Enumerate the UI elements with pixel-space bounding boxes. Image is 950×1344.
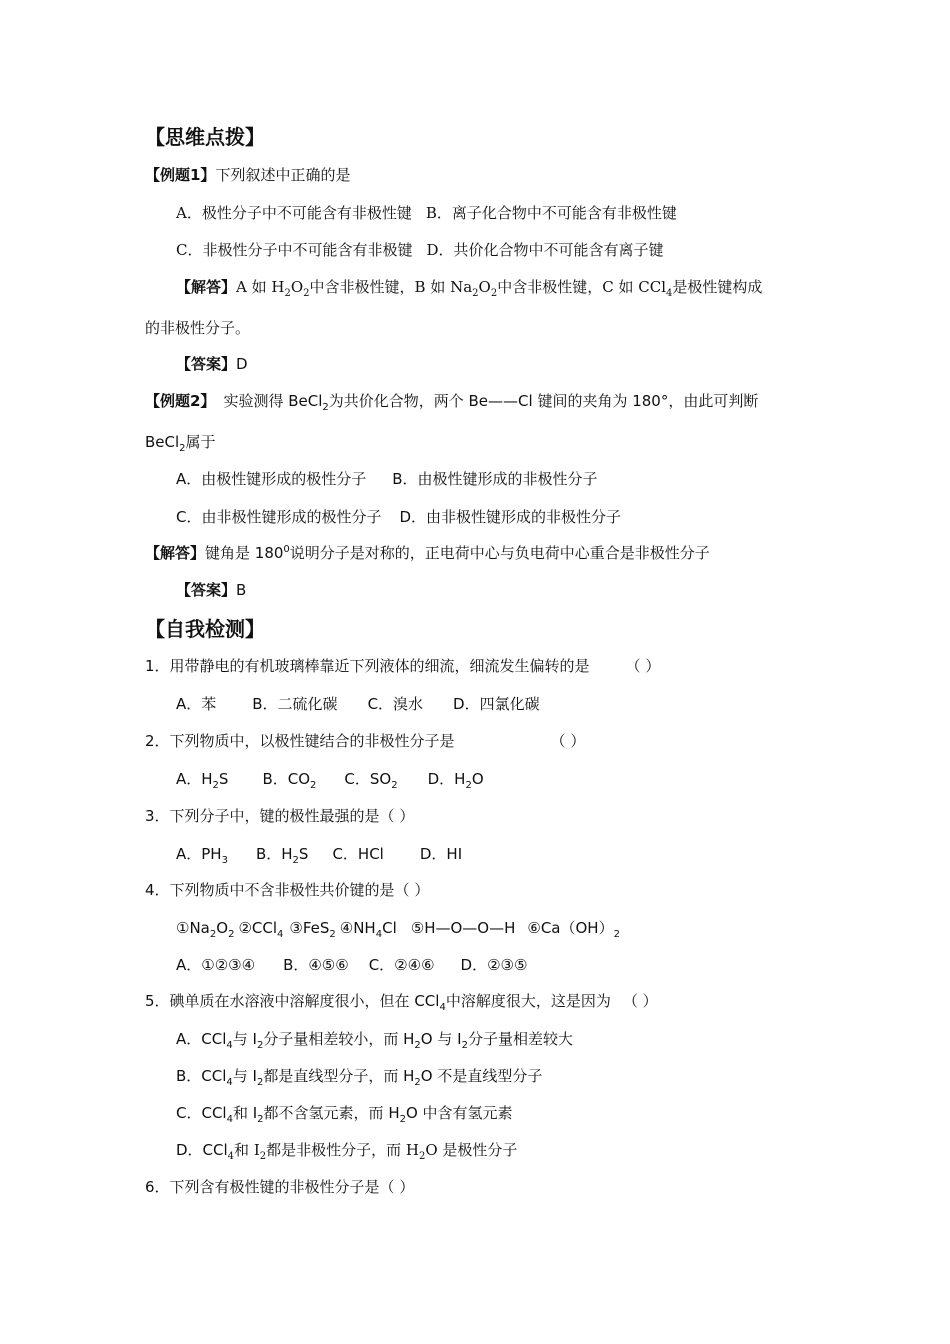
option-text: 与 I xyxy=(232,1067,257,1085)
subscript-o: O xyxy=(478,278,491,296)
option-text: C．CCl xyxy=(176,1104,227,1122)
example2-question-cont xyxy=(145,432,216,452)
q4-question: 4．下列物质中不含非极性共价键的是（ ） xyxy=(145,881,430,899)
subscript: 2 xyxy=(613,929,620,940)
subscript: 2 xyxy=(256,1040,264,1051)
q2-option-a: A．H xyxy=(176,770,213,788)
option-text: B．CCl xyxy=(176,1067,227,1085)
q4-item-2: ②CCl xyxy=(238,919,277,937)
q1-option-a: A．苯 xyxy=(176,695,217,713)
option-text: O 中含有氢元素 xyxy=(405,1104,513,1122)
subscript: 4 xyxy=(277,929,284,940)
example2-answer-label: 【答案】 xyxy=(176,581,237,599)
solution-text: 说明分子是对称的，正电荷中心与负电荷中心重合是非极性分子 xyxy=(289,544,710,562)
example2-options-cd xyxy=(176,507,621,527)
q4-item-1-tail: O xyxy=(216,919,229,937)
q5-question xyxy=(145,991,658,1011)
answer-blank: （ ） xyxy=(550,732,586,750)
example1-solution-cont: 的非极性分子。 xyxy=(145,319,251,337)
q2-option-c: C．SO xyxy=(344,770,392,788)
option-text: 都是非极性分子，而 H xyxy=(266,1141,419,1159)
subscript: 4 xyxy=(375,929,383,940)
subscript-o: O xyxy=(290,278,304,296)
answer-blank: （ ） xyxy=(622,992,658,1010)
subscript: 2 xyxy=(414,1040,421,1051)
subscript: 2 xyxy=(322,402,329,413)
q4-options xyxy=(176,955,527,975)
subscript: 2 xyxy=(391,780,398,791)
question-text: 实验测得 BeCl xyxy=(223,392,323,410)
example1-answer-label: 【答案】 xyxy=(176,355,237,373)
example1-solution xyxy=(176,277,762,297)
subscript: 2 xyxy=(257,1114,264,1125)
example1-text: 下列叙述中正确的是 xyxy=(215,166,351,184)
subscript: 2 xyxy=(418,1151,426,1162)
example1-answer-value: D xyxy=(236,355,248,373)
solution-text: 中含非极性键，C 如 CCl xyxy=(497,278,666,296)
example2-answer-value: B xyxy=(236,581,247,599)
question-text: 中溶解度很大，这是因为 xyxy=(445,992,611,1010)
q3-option-b: B．H xyxy=(255,845,293,863)
question-text: 5．碘单质在水溶液中溶解度很小，但在 CCl xyxy=(145,992,440,1010)
q2-options xyxy=(176,769,484,789)
option-text: O 是极性分子 xyxy=(425,1141,518,1159)
subscript: 2 xyxy=(228,929,235,940)
example2-options-ab xyxy=(176,469,598,489)
q2-option-d: D．H xyxy=(427,770,466,788)
subscript: 2 xyxy=(414,1077,421,1088)
q2-option-b: B．CO xyxy=(262,770,311,788)
section-heading-selftest: 【自我检测】 xyxy=(145,617,265,641)
subscript: 2 xyxy=(303,288,310,299)
q4-item-6: ⑥Ca（OH） xyxy=(527,919,614,937)
example1-option-a: A．极性分子中不可能含有非极性键 xyxy=(176,204,412,222)
q3-option-a: A．PH xyxy=(176,845,222,863)
example2-answer xyxy=(176,580,246,600)
q4-item-5: ⑤H—O—O—H xyxy=(410,919,516,937)
option-tail: S xyxy=(218,770,229,788)
q5-option-d xyxy=(176,1140,517,1160)
subscript: 2 xyxy=(472,288,479,299)
question-text: 属于 xyxy=(185,433,216,451)
q4-item-3: ③FeS xyxy=(289,919,330,937)
solution-text: 键角是 180 xyxy=(205,544,284,562)
question-text: 为共价化合物，两个 Be——Cl 键间的夹角为 180°，由此可判断 xyxy=(328,392,759,410)
subscript: 2 xyxy=(399,1114,406,1125)
q4-item-1: ①Na xyxy=(176,919,210,937)
section-heading-thinking: 【思维点拨】 xyxy=(145,125,265,149)
q6-question: 6．下列含有极性键的非极性分子是（ ） xyxy=(145,1178,415,1196)
subscript: 2 xyxy=(212,780,219,791)
q4-option-b: B．④⑤⑥ xyxy=(283,956,349,974)
subscript: 2 xyxy=(284,288,291,299)
option-text: 都是直线型分子，而 H xyxy=(263,1067,415,1085)
q3-option-d: D．HI xyxy=(419,845,463,863)
q4-item-4-tail: Cl xyxy=(382,919,397,937)
q1-option-c: C．溴水 xyxy=(367,695,424,713)
option-text: 和 I xyxy=(232,1104,258,1122)
subscript: 3 xyxy=(221,855,228,866)
example2-solution xyxy=(145,543,710,563)
q4-item-4: ④NH xyxy=(339,919,376,937)
q1-option-b: B．二硫化碳 xyxy=(252,695,338,713)
example1-label: 【例题1】 xyxy=(145,166,216,184)
option-text: O 与 I xyxy=(420,1030,462,1048)
example1-answer xyxy=(176,354,248,374)
example1-solution-label: 【解答】 xyxy=(176,278,237,296)
example1-question xyxy=(145,165,350,185)
subscript: 4 xyxy=(226,1077,233,1088)
question-text: 1．用带静电的有机玻璃棒靠近下列液体的细流，细流发生偏转的是 xyxy=(145,657,590,675)
q1-options xyxy=(176,694,540,714)
subscript: 2 xyxy=(259,1151,267,1162)
option-text: 都不含氢元素，而 H xyxy=(263,1104,400,1122)
option-text: 分子量相差较大 xyxy=(467,1030,573,1048)
solution-text: 中含非极性键，B 如 Na xyxy=(309,278,473,296)
superscript: 0 xyxy=(283,544,290,555)
option-tail: O xyxy=(471,770,484,788)
subscript: 4 xyxy=(226,1040,233,1051)
q4-option-c: C．②④⑥ xyxy=(368,956,435,974)
option-text: D．CCl xyxy=(176,1141,228,1159)
example1-option-c: C．非极性分子中不可能含有非极键 xyxy=(176,241,413,259)
example1-option-b: B．离子化合物中不可能含有非极性键 xyxy=(425,204,677,222)
q5-option-b xyxy=(176,1066,542,1086)
subscript: 2 xyxy=(310,780,317,791)
question-text: BeCl xyxy=(145,433,180,451)
solution-text: A 如 H xyxy=(236,278,285,296)
option-text: 与 I xyxy=(232,1030,257,1048)
subscript: 2 xyxy=(465,780,472,791)
subscript: 2 xyxy=(329,929,336,940)
subscript: 2 xyxy=(292,855,299,866)
example2-solution-label: 【解答】 xyxy=(145,544,206,562)
q1-option-d: D．四氯化碳 xyxy=(453,695,540,713)
subscript: 2 xyxy=(490,288,498,299)
q1-question xyxy=(145,656,660,676)
answer-blank: （ ） xyxy=(625,657,661,675)
example2-label: 【例题2】 xyxy=(145,392,216,410)
q4-items xyxy=(176,918,620,938)
example2-option-b: B．由极性键形成的非极性分子 xyxy=(392,470,598,488)
option-text: 分子量相差较小，而 H xyxy=(263,1030,415,1048)
q4-option-d: D．②③⑤ xyxy=(460,956,528,974)
example2-question xyxy=(145,391,758,411)
subscript: 2 xyxy=(179,443,186,454)
subscript: 2 xyxy=(256,1077,264,1088)
subscript: 4 xyxy=(227,1151,235,1162)
option-text: A．CCl xyxy=(176,1030,227,1048)
q5-option-a xyxy=(176,1029,573,1049)
subscript: 4 xyxy=(226,1114,233,1125)
example1-options-cd xyxy=(176,240,664,260)
example2-option-d: D．由非极性键形成的非极性分子 xyxy=(399,508,622,526)
example1-options-ab xyxy=(176,203,677,223)
example2-option-a: A．由极性键形成的极性分子 xyxy=(176,470,367,488)
subscript: 4 xyxy=(666,288,673,299)
option-text: O 不是直线型分子 xyxy=(420,1067,543,1085)
solution-text: 是极性键构成 xyxy=(672,278,763,296)
option-tail: S xyxy=(298,845,309,863)
subscript: 4 xyxy=(439,1002,446,1013)
q2-question xyxy=(145,731,585,751)
question-text: 2．下列物质中，以极性键结合的非极性分子是 xyxy=(145,732,455,750)
subscript: 2 xyxy=(209,929,217,940)
example1-option-d: D．共价化合物中不可能含有离子键 xyxy=(426,241,664,259)
q3-options xyxy=(176,844,462,864)
q3-question: 3．下列分子中，键的极性最强的是（ ） xyxy=(145,807,415,825)
q5-option-c xyxy=(176,1103,513,1123)
example2-option-c: C．由非极性键形成的极性分子 xyxy=(176,508,382,526)
option-text: 和 I xyxy=(234,1141,260,1159)
subscript: 2 xyxy=(461,1040,468,1051)
q3-option-c: C．HCl xyxy=(332,845,384,863)
q4-option-a: A．①②③④ xyxy=(176,956,256,974)
